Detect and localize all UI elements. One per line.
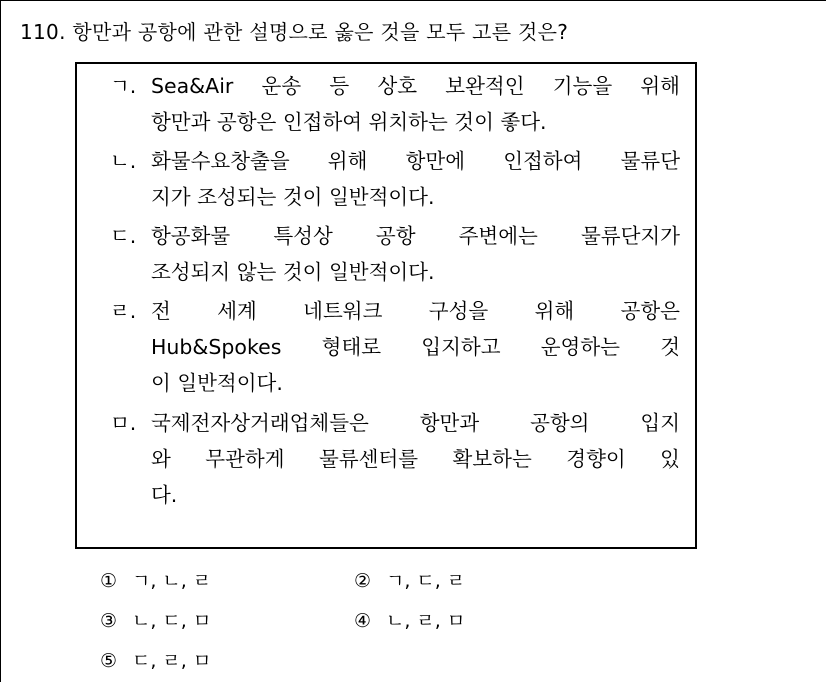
statement-item (110, 293, 680, 401)
statement-line: 전 세계 네트워크 구성을 위해 공항은 (151, 299, 680, 323)
statement-mark: ㄷ. (110, 224, 137, 248)
statement-line: 와 무관하게 물류센터를 확보하는 경향이 있 (151, 447, 680, 471)
statement-line: Hub&Spokes 형태로 입지하고 운영하는 것 (151, 335, 680, 359)
statement-line: 다. (151, 483, 178, 507)
statement-item (110, 218, 680, 290)
choice-number: ② (354, 570, 372, 592)
question-title: 110. 항만과 공항에 관한 설명으로 옳은 것을 모두 고른 것은? (20, 20, 569, 44)
choice-text: ㄴ, ㄷ, ㅁ (132, 610, 212, 632)
statement-line: 이 일반적이다. (151, 371, 283, 395)
choice-text: ㄱ, ㄷ, ㄹ (386, 570, 466, 592)
choice-number: ③ (100, 610, 118, 632)
choice-text: ㄷ, ㄹ, ㅁ (132, 650, 212, 672)
choice-3[interactable] (100, 606, 211, 636)
choice-number: ④ (354, 610, 372, 632)
statement-line: 조성되지 않는 것이 일반적이다. (151, 260, 435, 284)
choice-text: ㄱ, ㄴ, ㄹ (132, 570, 212, 592)
statement-mark: ㄹ. (110, 299, 137, 323)
statement-line: 항만과 공항은 인접하여 위치하는 것이 좋다. (151, 110, 547, 134)
choice-text: ㄴ, ㄹ, ㅁ (386, 610, 466, 632)
statement-mark: ㄱ. (110, 74, 137, 98)
choice-5[interactable] (100, 646, 211, 676)
statement-item (110, 143, 680, 215)
statement-line: 화물수요창출을 위해 항만에 인접하여 물류단 (151, 149, 680, 173)
statement-line: 국제전자상거래업체들은 항만과 공항의 입지 (151, 411, 680, 435)
choice-1[interactable] (100, 566, 211, 596)
choice-4[interactable] (354, 606, 465, 636)
statements-box (75, 62, 697, 549)
statement-mark: ㅁ. (110, 411, 137, 435)
statement-line: 지가 조성되는 것이 일반적이다. (151, 185, 435, 209)
statement-item (110, 405, 680, 513)
statement-line: Sea&Air 운송 등 상호 보완적인 기능을 위해 (151, 74, 680, 98)
statement-mark: ㄴ. (110, 149, 137, 173)
choice-number: ① (100, 570, 118, 592)
statement-item (110, 68, 680, 140)
choice-number: ⑤ (100, 650, 118, 672)
choice-2[interactable] (354, 566, 465, 596)
statement-line: 항공화물 특성상 공항 주변에는 물류단지가 (151, 224, 680, 248)
